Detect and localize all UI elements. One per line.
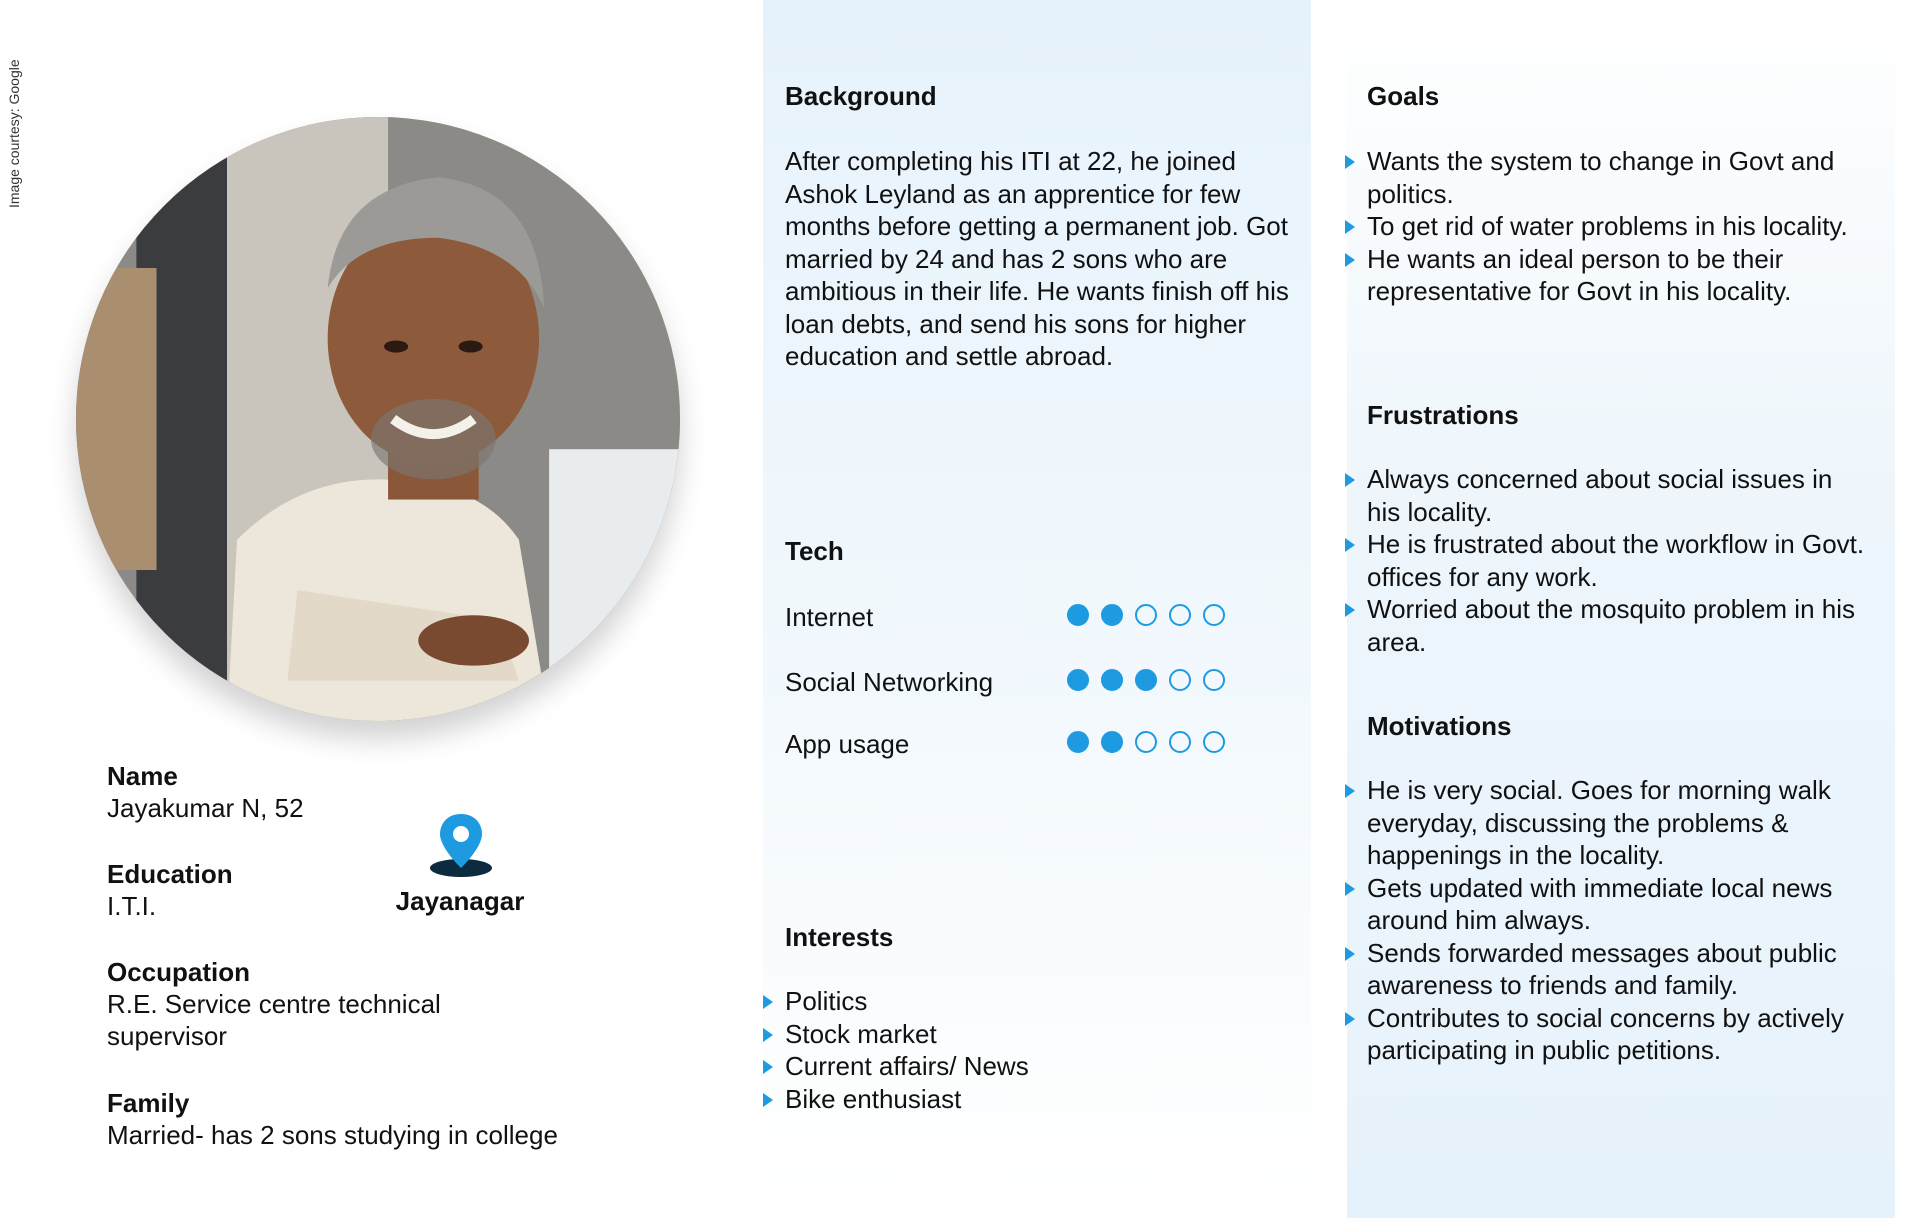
- motivation-item-text: Contributes to social concerns by actively participating in public petitions.: [1367, 1002, 1844, 1065]
- goal-item-text: He wants an ideal person to be their representative for Govt in his locality.: [1367, 243, 1792, 306]
- persona-photo-illustration: [76, 117, 680, 721]
- goal-item: [1367, 145, 1867, 210]
- frustration-item: [1367, 593, 1867, 658]
- motivation-item-text: Sends forwarded messages about public awareness to friends and family.: [1367, 937, 1837, 1000]
- bullet-arrow-icon: [1345, 947, 1355, 961]
- rating-dot-empty: [1169, 669, 1191, 691]
- interest-item-text: Stock market: [785, 1018, 937, 1049]
- bullet-arrow-icon: [1345, 473, 1355, 487]
- tech-label: App usage: [785, 729, 910, 759]
- education-value: I.T.I.: [107, 891, 157, 921]
- goal-item: [1367, 243, 1867, 308]
- rating-dot-filled: [1067, 731, 1089, 753]
- interests-heading: Interests: [785, 922, 894, 952]
- tech-row: [785, 662, 1285, 702]
- interest-item: [785, 1050, 1305, 1083]
- bullet-arrow-icon: [1345, 538, 1355, 552]
- motivation-item: [1367, 872, 1867, 937]
- bullet-arrow-icon: [1345, 784, 1355, 798]
- goal-item: [1367, 210, 1867, 243]
- frustration-item: [1367, 528, 1867, 593]
- frustration-item-text: Worried about the mosquito problem in his area.: [1367, 594, 1855, 657]
- rating-dots: [1067, 669, 1225, 691]
- motivation-item-text: Gets updated with immediate local news around him always.: [1367, 872, 1833, 935]
- tech-label: Social Networking: [785, 667, 994, 697]
- occupation-value: R.E. Service centre technical supervisor: [107, 989, 441, 1051]
- bullet-arrow-icon: [763, 1028, 773, 1042]
- background-heading: Background: [785, 81, 937, 111]
- rating-dot-empty: [1135, 731, 1157, 753]
- rating-dot-empty: [1169, 604, 1191, 626]
- bullet-arrow-icon: [1345, 155, 1355, 169]
- tech-row: [785, 724, 1285, 764]
- interest-item-text: Bike enthusiast: [785, 1083, 962, 1114]
- image-credit: Image courtesy: Google: [6, 59, 22, 208]
- rating-dot-filled: [1135, 669, 1157, 691]
- interests-list: [785, 985, 1305, 1115]
- family-label: Family: [107, 1088, 190, 1118]
- bullet-arrow-icon: [1345, 220, 1355, 234]
- education-label: Education: [107, 859, 233, 889]
- frustration-item-text: Always concerned about social issues in his locality.: [1367, 464, 1833, 527]
- rating-dot-filled: [1067, 604, 1089, 626]
- rating-dots: [1067, 604, 1225, 626]
- rating-dot-empty: [1203, 669, 1225, 691]
- frustration-item-text: He is frustrated about the workflow in Govt. offices for any work.: [1367, 529, 1865, 592]
- bullet-arrow-icon: [1345, 1012, 1355, 1026]
- tech-label: Internet: [785, 602, 874, 632]
- rating-dot-empty: [1203, 604, 1225, 626]
- rating-dot-filled: [1101, 604, 1123, 626]
- rating-dots: [1067, 731, 1225, 753]
- tech-heading: Tech: [785, 536, 844, 566]
- bullet-arrow-icon: [1345, 253, 1355, 267]
- motivation-item: [1367, 937, 1867, 1002]
- interest-item-text: Politics: [785, 986, 868, 1016]
- background-text: After completing his ITI at 22, he joined Ashok Leyland as an apprentice for few months before getting a permanent job. Got married by 24 and has 2 sons who are ambitious in their life. He wants finish off his loan debts, and send his sons for higher education and settle abroad.: [785, 146, 1289, 371]
- rating-dot-empty: [1135, 604, 1157, 626]
- tech-row: [785, 597, 1285, 637]
- interest-item-text: Current affairs/ News: [785, 1051, 1029, 1081]
- goal-item-text: Wants the system to change in Govt and politics.: [1367, 146, 1835, 209]
- interest-item: [785, 1018, 1305, 1051]
- rating-dot-filled: [1101, 669, 1123, 691]
- name-label: Name: [107, 761, 178, 791]
- interest-item: [785, 1083, 1305, 1116]
- family-value: Married- has 2 sons studying in college: [107, 1120, 558, 1150]
- goals-heading: Goals: [1367, 81, 1440, 111]
- name-value: Jayakumar N, 52: [107, 793, 304, 823]
- goal-item-text: To get rid of water problems in his locality.: [1367, 211, 1848, 241]
- occupation-field: [107, 956, 667, 1052]
- location-label: Jayanagar: [395, 886, 525, 916]
- motivations-list: [1367, 774, 1867, 1067]
- occupation-label: Occupation: [107, 957, 251, 987]
- motivations-heading: Motivations: [1367, 711, 1512, 741]
- rating-dot-filled: [1101, 731, 1123, 753]
- interest-item: [785, 985, 1305, 1018]
- frustrations-list: [1367, 463, 1867, 658]
- motivation-item: [1367, 774, 1867, 872]
- goals-list: [1367, 145, 1867, 308]
- rating-dot-empty: [1203, 731, 1225, 753]
- bullet-arrow-icon: [763, 1060, 773, 1074]
- map-pin-icon: [428, 812, 494, 878]
- bullet-arrow-icon: [763, 1093, 773, 1107]
- family-field: [107, 1087, 667, 1151]
- persona-photo: [76, 117, 680, 721]
- bullet-arrow-icon: [1345, 882, 1355, 896]
- motivation-item-text: He is very social. Goes for morning walk everyday, discussing the problems & happenings in the locality.: [1367, 775, 1831, 870]
- bullet-arrow-icon: [1345, 603, 1355, 617]
- bullet-arrow-icon: [763, 995, 773, 1009]
- motivation-item: [1367, 1002, 1867, 1067]
- name-field: [107, 760, 667, 824]
- frustration-item: [1367, 463, 1867, 528]
- rating-dot-empty: [1169, 731, 1191, 753]
- frustrations-heading: Frustrations: [1367, 400, 1519, 430]
- rating-dot-filled: [1067, 669, 1089, 691]
